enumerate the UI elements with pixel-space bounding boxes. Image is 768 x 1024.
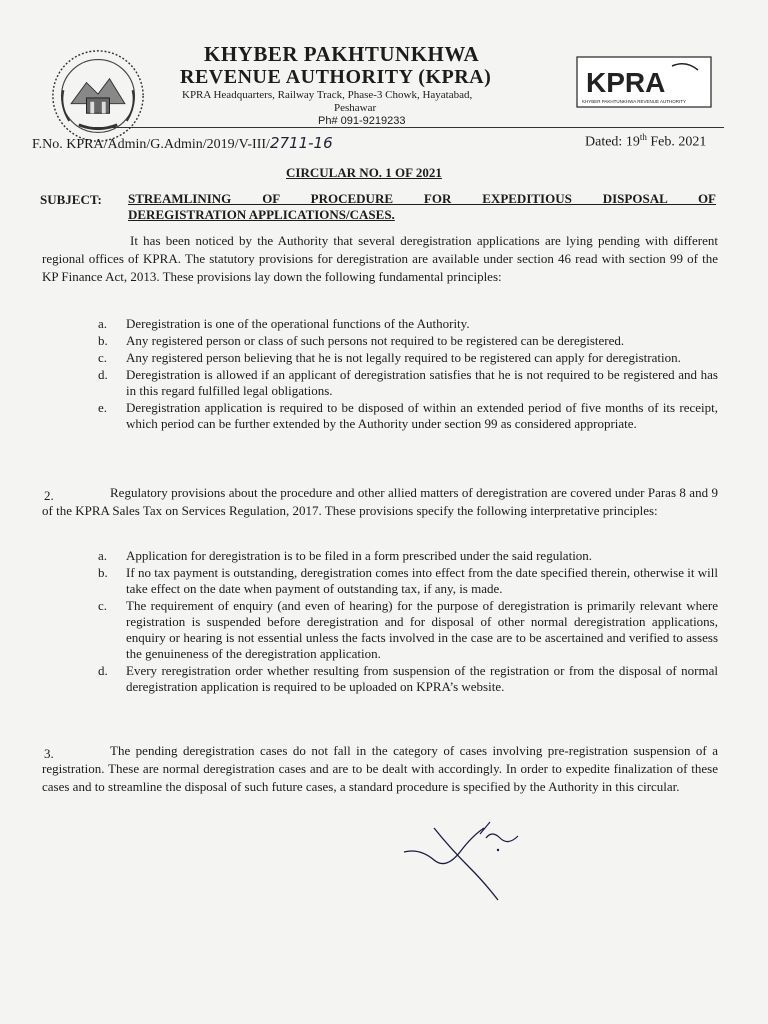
paragraph-2-number: 2. <box>44 488 54 503</box>
header-divider <box>92 127 724 128</box>
list-marker: d. <box>98 367 108 382</box>
paragraph-3-number: 3. <box>44 746 54 761</box>
address-line1: KPRA Headquarters, Railway Track, Phase-3 Chowk, Hayatabad, <box>182 89 473 101</box>
list-item <box>98 598 718 662</box>
svg-text:KPRA: KPRA <box>586 67 666 98</box>
list-marker: c. <box>98 350 108 365</box>
date-prefix: Dated: 19 <box>585 134 640 150</box>
list-text: Deregistration is one of the operational functions of the Authority. <box>126 316 470 331</box>
list-text: Any registered person believing that he is not legally required to be registered can apply for deregistration. <box>126 350 681 365</box>
list-marker: b. <box>98 333 108 348</box>
paragraph-2-text: Regulatory provisions about the procedure and other allied matters of deregistration are covered under Paras 8 and 9 of the KPRA Sales Tax on Services Regulation, 2017. These provisions specify the following interpretative principles: <box>42 485 718 518</box>
phone-number: Ph# 091-9219233 <box>318 115 406 127</box>
list-text: Application for deregistration is to be filed in a form prescribed under the said regulation. <box>126 548 593 563</box>
address-line2: Peshawar <box>334 102 377 114</box>
subject-label: SUBJECT: <box>40 192 102 207</box>
circular-title: CIRCULAR NO. 1 OF 2021 <box>286 165 442 180</box>
principles-list-1 <box>98 316 718 433</box>
list-item <box>98 548 718 564</box>
org-title-line2: REVENUE AUTHORITY (KPRA) <box>180 66 492 88</box>
principles-list-2 <box>98 548 718 696</box>
list-marker: b. <box>98 565 108 580</box>
file-number-handwritten: 2711-16 <box>269 134 333 152</box>
list-text: Every reregistration order whether resulting from suspension of the registration or from the disposal of normal deregistration application is required to be uploaded on KPRA’s website. <box>126 663 718 694</box>
list-item <box>98 663 718 695</box>
subject-line1: STREAMLINING OF PROCEDURE FOR EXPEDITIOUS DISPOSAL OF <box>128 191 716 206</box>
paragraph-1: It has been noticed by the Authority that several deregistration applications are lying pending with different regional offices of KPRA. The statutory provisions for deregistration are available under section 46 read with section 99 of the KP Finance Act, 2013. These provisions lay down the following fundamental principles: <box>42 233 718 284</box>
list-marker: d. <box>98 663 108 678</box>
subject-line2: DEREGISTRATION APPLICATIONS/CASES. <box>128 207 395 222</box>
date <box>585 132 706 151</box>
file-number-text: F.No. KPRA/Admin/G.Admin/2019/V-III/ <box>32 137 270 152</box>
list-text: Deregistration is allowed if an applicant of deregistration satisfies that he is not required to be registered and has in this regard fulfilled legal obligations. <box>126 367 718 398</box>
paragraph-2 <box>42 484 718 520</box>
list-item <box>98 367 718 399</box>
list-text: Any registered person or class of such persons not required to be registered can be deregistered. <box>126 333 625 348</box>
org-title-line1: KHYBER PAKHTUNKHWA <box>204 42 480 66</box>
kpra-logo-icon <box>576 56 712 108</box>
signature-icon <box>400 808 540 908</box>
list-text: If no tax payment is outstanding, deregistration comes into effect from the date specified therein, otherwise it will take effect on the date when payment of outstanding tax, if any, is made. <box>126 565 718 596</box>
list-marker: a. <box>98 548 108 563</box>
list-item <box>98 333 718 349</box>
list-marker: c. <box>98 598 108 613</box>
list-marker: e. <box>98 400 108 415</box>
list-item <box>98 316 718 332</box>
file-number <box>32 134 333 153</box>
date-suffix-sup: th <box>639 132 647 142</box>
list-item <box>98 400 718 432</box>
date-rest: Feb. 2021 <box>646 134 707 150</box>
list-text: The requirement of enquiry (and even of hearing) for the purpose of deregistration is primarily relevant where registration is suspended before deregistration and for disposal of other normal deregistration applications, enquiry or hearing is not essential unless the facts involved in the case are to be ascertained and verified to assess the genuineness of the deregistration application. <box>126 598 718 661</box>
svg-text:KHYBER PAKHTUNKHWA REVENUE AUT: KHYBER PAKHTUNKHWA REVENUE AUTHORITY <box>582 99 687 104</box>
list-item <box>98 565 718 597</box>
list-marker: a. <box>98 316 108 331</box>
list-item <box>98 350 718 366</box>
paragraph-3 <box>42 742 718 796</box>
paragraph-3-text: The pending deregistration cases do not fall in the category of cases involving pre-registration suspension of a registration. These are normal deregistration cases and are to be dealt with accordingly. In order to expedite finalization of these cases and to streamline the disposal of such future cases, a standard procedure is specified by the Authority in this circular. <box>42 743 718 794</box>
list-text: Deregistration application is required to be disposed of within an extended period of five months of its receipt, which period can be further extended by the Authority under section 99 as considered appropriate. <box>126 400 718 431</box>
government-seal-icon <box>50 48 146 144</box>
